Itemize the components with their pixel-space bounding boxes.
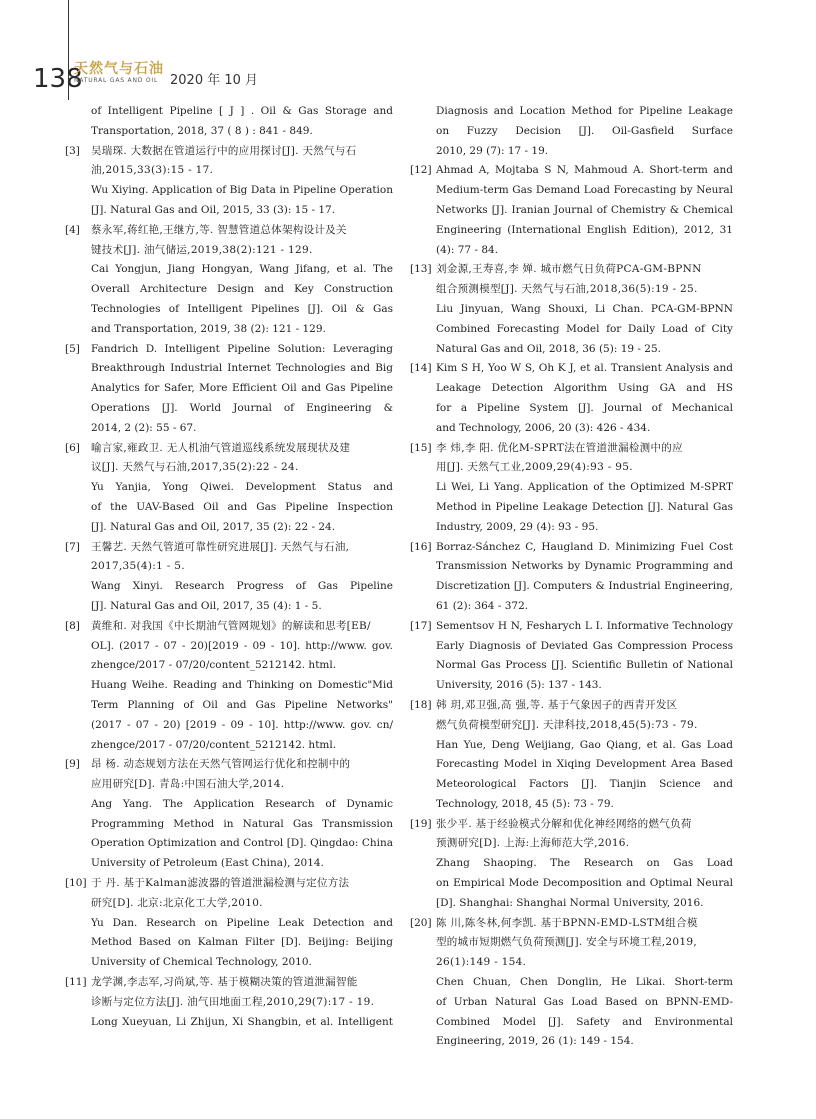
reference-line: and Transportation, 2019, 38 (2): 121 - 129. <box>91 322 326 335</box>
reference-line: Yu Yanjia, Yong Qiwei. Development Status and <box>91 481 393 494</box>
reference-line: Overall Architecture Design and Key Construction <box>91 283 393 296</box>
reference-line: of Urban Natural Gas Load Based on BPNN-EMD- <box>436 995 733 1008</box>
reference-text <box>91 874 393 973</box>
reference-text <box>436 815 733 914</box>
reference-number: [16] <box>410 540 432 553</box>
reference-entry <box>65 142 393 221</box>
reference-line: [J]. Natural Gas and Oil, 2017, 35 (4): 1 - 5. <box>91 599 322 612</box>
reference-line: 黄维和. 对我国《中长期油气管网规划》的解读和思考[EB/ <box>91 619 371 632</box>
reference-line: Diagnosis and Location Method for Pipeline Leakage <box>436 105 733 117</box>
reference-line: Wu Xiying. Application of Big Data in Pipeline Operation <box>91 184 393 197</box>
reference-number: [11] <box>65 976 87 989</box>
reference-entry <box>410 538 733 617</box>
reference-line: Ang Yang. The Application Research of Dynamic <box>91 797 393 810</box>
reference-line: 研究[D]. 北京:北京化工大学,2010. <box>91 896 263 909</box>
reference-line: Borraz-Sánchez C, Haugland D. Minimizing Fuel Cost <box>436 540 733 553</box>
reference-number: [18] <box>410 698 432 711</box>
reference-line: Programming Method in Natural Gas Transmission <box>91 817 393 830</box>
reference-line: Operations [J]. World Journal of Engineering & <box>91 401 393 414</box>
reference-line: 应用研究[D]. 青岛:中国石油大学,2014. <box>91 778 285 791</box>
reference-line: Early Diagnosis of Deviated Gas Compression Process <box>436 639 733 652</box>
reference-text <box>436 161 733 260</box>
reference-line: on Empirical Mode Decomposition and Optimal Neural <box>436 877 733 890</box>
reference-line: Technology, 2018, 45 (5): 73 - 79. <box>436 797 614 810</box>
reference-line: Ahmad A, Mojtaba S N, Mahmoud A. Short-term and <box>436 164 733 177</box>
reference-text <box>436 439 733 538</box>
reference-line: Liu Jinyuan, Wang Shouxi, Li Chan. PCA-GM-BPNN <box>436 302 733 315</box>
reference-line: Fandrich D. Intelligent Pipeline Solution: Leveraging <box>91 342 393 355</box>
reference-entry <box>410 617 733 696</box>
references-left-column <box>65 102 393 1032</box>
reference-line: 议[J]. 天然气与石油,2017,35(2):22 - 24. <box>91 461 299 474</box>
reference-line: Transmission Networks by Dynamic Programming and <box>436 560 733 573</box>
reference-line: Method Based on Kalman Filter [D]. Beijing: Beijing <box>91 936 393 949</box>
reference-line: Discretization [J]. Computers & Industrial Engineering, <box>436 580 733 593</box>
reference-line: 26(1):149 - 154. <box>436 956 527 969</box>
reference-line: Leakage Detection Algorithm Using GA and HS <box>436 382 733 395</box>
reference-line: 61 (2): 364 - 372. <box>436 599 529 612</box>
reference-number: [12] <box>410 164 432 177</box>
reference-entry <box>65 755 393 874</box>
reference-number: [4] <box>65 223 80 236</box>
reference-line: Wang Xinyi. Research Progress of Gas Pipeline <box>91 580 393 593</box>
reference-line: University of Chemical Technology, 2010. <box>91 956 312 969</box>
reference-line: Meteorological Factors [J]. Tianjin Science and <box>436 778 733 791</box>
reference-line: Natural Gas and Oil, 2018, 36 (5): 19 - 25. <box>436 342 661 355</box>
reference-line: 韩 玥,邓卫强,高 强,等. 基于气象因子的西青开发区 <box>436 698 678 711</box>
reference-line: Combined Forecasting Model for Daily Load of City <box>436 322 733 335</box>
issue-date: 2020 年 10 月 <box>170 73 259 88</box>
reference-line: Analytics for Safer, More Efficient Oil and Gas Pipeline <box>91 382 393 395</box>
reference-line: 键技术[J]. 油气储运,2019,38(2):121 - 129. <box>91 243 313 256</box>
reference-entry <box>410 914 733 1053</box>
reference-line: Sementsov H N, Fesharych L I. Informative Technology <box>436 619 733 632</box>
reference-line: [D]. Shanghai: Shanghai Normal University, 2016. <box>436 896 704 909</box>
reference-line: [J]. Natural Gas and Oil, 2017, 35 (2): 22 - 24. <box>91 520 336 533</box>
reference-continuation <box>410 102 733 161</box>
reference-line: Forecasting Model in Xiqing Development Area Based <box>436 758 733 771</box>
reference-entry <box>65 439 393 538</box>
reference-entry <box>65 874 393 973</box>
reference-line: 预测研究[D]. 上海:上海师范大学,2016. <box>436 837 630 850</box>
reference-text <box>91 439 393 538</box>
reference-line: Li Wei, Li Yang. Application of the Optimized M-SPRT <box>436 481 733 494</box>
journal-logo-cn: 天然气与石油 <box>74 61 164 77</box>
reference-text <box>436 102 733 161</box>
reference-line: for a Pipeline System [J]. Journal of Mechanical <box>436 401 733 414</box>
reference-line: 刘金源,王寿喜,李 婵. 城市燃气日负荷PCA-GM-BPNN <box>436 263 702 276</box>
reference-entry <box>65 221 393 340</box>
reference-number: [9] <box>65 758 80 771</box>
reference-line: Networks [J]. Iranian Journal of Chemistry & Chemical <box>436 203 733 216</box>
reference-line: University of Petroleum (East China), 2014. <box>91 857 324 870</box>
reference-line: Medium-term Gas Demand Load Forecasting by Neural <box>436 184 733 197</box>
reference-line: on Fuzzy Decision [J]. Oil-Gasfield Surface <box>436 124 733 137</box>
reference-line: 油,2015,33(3):15 - 17. <box>91 164 214 177</box>
reference-entry <box>410 260 733 359</box>
reference-line: [J]. Natural Gas and Oil, 2015, 33 (3): 15 - 17. <box>91 203 336 216</box>
reference-line: OL]. (2017 - 07 - 20)[2019 - 09 - 10]. http://www. gov. <box>91 639 393 652</box>
reference-entry <box>65 973 393 1032</box>
reference-text <box>436 538 733 617</box>
reference-line: Normal Gas Process [J]. Scientific Bulletin of National <box>436 659 733 672</box>
reference-line: 组合预测模型[J]. 天然气与石油,2018,36(5):19 - 25. <box>436 283 698 296</box>
reference-line: Method in Pipeline Leakage Detection [J]. Natural Gas <box>436 500 733 513</box>
journal-logo-en: NATURAL GAS AND OIL <box>74 77 159 84</box>
reference-text <box>436 696 733 815</box>
reference-number: [5] <box>65 342 80 355</box>
reference-number: [17] <box>410 619 432 632</box>
reference-entry <box>65 340 393 439</box>
reference-line: Han Yue, Deng Weijiang, Gao Qiang, et al. Gas Load <box>436 738 733 751</box>
reference-line: 燃气负荷模型研究[J]. 天津科技,2018,45(5):73 - 79. <box>436 718 698 731</box>
reference-line: Technologies of Intelligent Pipelines [J]. Oil & Gas <box>91 302 393 315</box>
reference-text <box>91 340 393 439</box>
reference-text <box>91 221 393 340</box>
reference-line: 2010, 29 (7): 17 - 19. <box>436 144 549 157</box>
reference-line: zhengce/2017 - 07/20/content_5212142. html. <box>91 738 337 751</box>
reference-entry <box>65 538 393 617</box>
reference-number: [6] <box>65 441 80 454</box>
reference-text <box>91 617 393 756</box>
reference-line: 喻言家,雍政卫. 无人机油气管道巡线系统发展现状及建 <box>91 441 351 454</box>
reference-text <box>436 914 733 1053</box>
reference-line: Engineering (International English Edition), 2012, 31 <box>436 223 733 236</box>
reference-line: Long Xueyuan, Li Zhijun, Xi Shangbin, et al. Intelligent <box>91 1015 393 1028</box>
reference-line: Huang Weihe. Reading and Thinking on Domestic"Mid <box>91 679 393 692</box>
reference-text <box>91 755 393 874</box>
reference-line: Chen Chuan, Chen Donglin, He Likai. Short-term <box>436 976 733 989</box>
reference-text <box>91 973 393 1032</box>
reference-text <box>436 617 733 696</box>
reference-line: Zhang Shaoping. The Research on Gas Load <box>436 857 733 870</box>
reference-line: 昂 杨. 动态规划方法在天然气管网运行优化和控制中的 <box>91 758 351 771</box>
reference-number: [3] <box>65 144 80 157</box>
reference-line: 王馨艺. 天然气管道可靠性研究进展[J]. 天然气与石油, <box>91 540 350 553</box>
reference-number: [19] <box>410 817 432 830</box>
reference-number: [14] <box>410 362 432 375</box>
reference-line: 蔡永军,蒋红艳,王继方,等. 智慧管道总体架构设计及关 <box>91 223 347 236</box>
reference-line: Term Planning of Oil and Gas Pipeline Networks" <box>91 698 393 711</box>
reference-entry <box>410 439 733 538</box>
reference-line: 2017,35(4):1 - 5. <box>91 560 185 573</box>
reference-line: Kim S H, Yoo W S, Oh K J, et al. Transient Analysis and <box>436 362 733 375</box>
reference-line: Cai Yongjun, Jiang Hongyan, Wang Jifang, et al. The <box>91 263 393 276</box>
reference-number: [20] <box>410 916 432 929</box>
page-number: 138 <box>33 64 83 94</box>
reference-line: and Technology, 2006, 20 (3): 426 - 434. <box>436 421 651 434</box>
reference-line: 张少平. 基于经验模式分解和优化神经网络的燃气负荷 <box>436 817 692 830</box>
reference-line: 李 炜,李 阳. 优化M-SPRT法在管道泄漏检测中的应 <box>436 441 683 454</box>
reference-line: Breakthrough Industrial Internet Technologies and Big <box>91 362 393 375</box>
reference-number: [13] <box>410 263 432 276</box>
reference-line: of Intelligent Pipeline [ J ] . Oil & Gas Storage and <box>91 105 393 117</box>
reference-line: Industry, 2009, 29 (4): 93 - 95. <box>436 520 599 533</box>
reference-entry <box>410 696 733 815</box>
reference-line: (2017 - 07 - 20) [2019 - 09 - 10]. http://www. gov. cn/ <box>91 718 393 731</box>
reference-line: Yu Dan. Research on Pipeline Leak Detection and <box>91 916 393 929</box>
reference-text <box>91 538 393 617</box>
reference-entry <box>410 161 733 260</box>
reference-text <box>436 260 733 359</box>
reference-line: University, 2016 (5): 137 - 143. <box>436 679 602 692</box>
reference-number: [10] <box>65 877 87 890</box>
reference-line: Engineering, 2019, 26 (1): 149 - 154. <box>436 1035 634 1048</box>
journal-logo <box>74 62 164 84</box>
references-right-column <box>410 102 733 1052</box>
reference-line: 用[J]. 天然气工业,2009,29(4):93 - 95. <box>436 461 633 474</box>
reference-text <box>91 142 393 221</box>
reference-line: 2014, 2 (2): 55 - 67. <box>91 421 197 434</box>
reference-entry <box>65 617 393 756</box>
reference-line: 型的城市短期燃气负荷预测[J]. 安全与环境工程,2019, <box>436 936 697 949</box>
reference-entry <box>410 359 733 438</box>
reference-number: [7] <box>65 540 80 553</box>
reference-text <box>91 102 393 142</box>
reference-line: of the UAV-Based Oil and Gas Pipeline Inspection <box>91 500 393 513</box>
reference-number: [8] <box>65 619 80 632</box>
reference-continuation <box>65 102 393 142</box>
reference-line: 龙学渊,李志军,习尚斌,等. 基于模糊决策的管道泄漏智能 <box>91 976 358 989</box>
reference-line: (4): 77 - 84. <box>436 243 499 256</box>
reference-number: [15] <box>410 441 432 454</box>
reference-line: 吴瑞琛. 大数据在管道运行中的应用探讨[J]. 天然气与石 <box>91 144 357 157</box>
reference-line: 诊断与定位方法[J]. 油气田地面工程,2010,29(7):17 - 19. <box>91 995 375 1008</box>
reference-text <box>436 359 733 438</box>
reference-line: 陈 川,陈冬林,何李凯. 基于BPNN-EMD-LSTM组合模 <box>436 916 698 929</box>
reference-line: Transportation, 2018, 37 ( 8 ) : 841 - 849. <box>91 124 313 137</box>
reference-line: zhengce/2017 - 07/20/content_5212142. html. <box>91 659 337 672</box>
reference-line: Operation Optimization and Control [D]. Qingdao: China <box>91 837 393 850</box>
reference-line: 于 丹. 基于Kalman滤波器的管道泄漏检测与定位方法 <box>91 877 350 890</box>
reference-entry <box>410 815 733 914</box>
reference-line: Combined Model [J]. Safety and Environmental <box>436 1015 733 1028</box>
